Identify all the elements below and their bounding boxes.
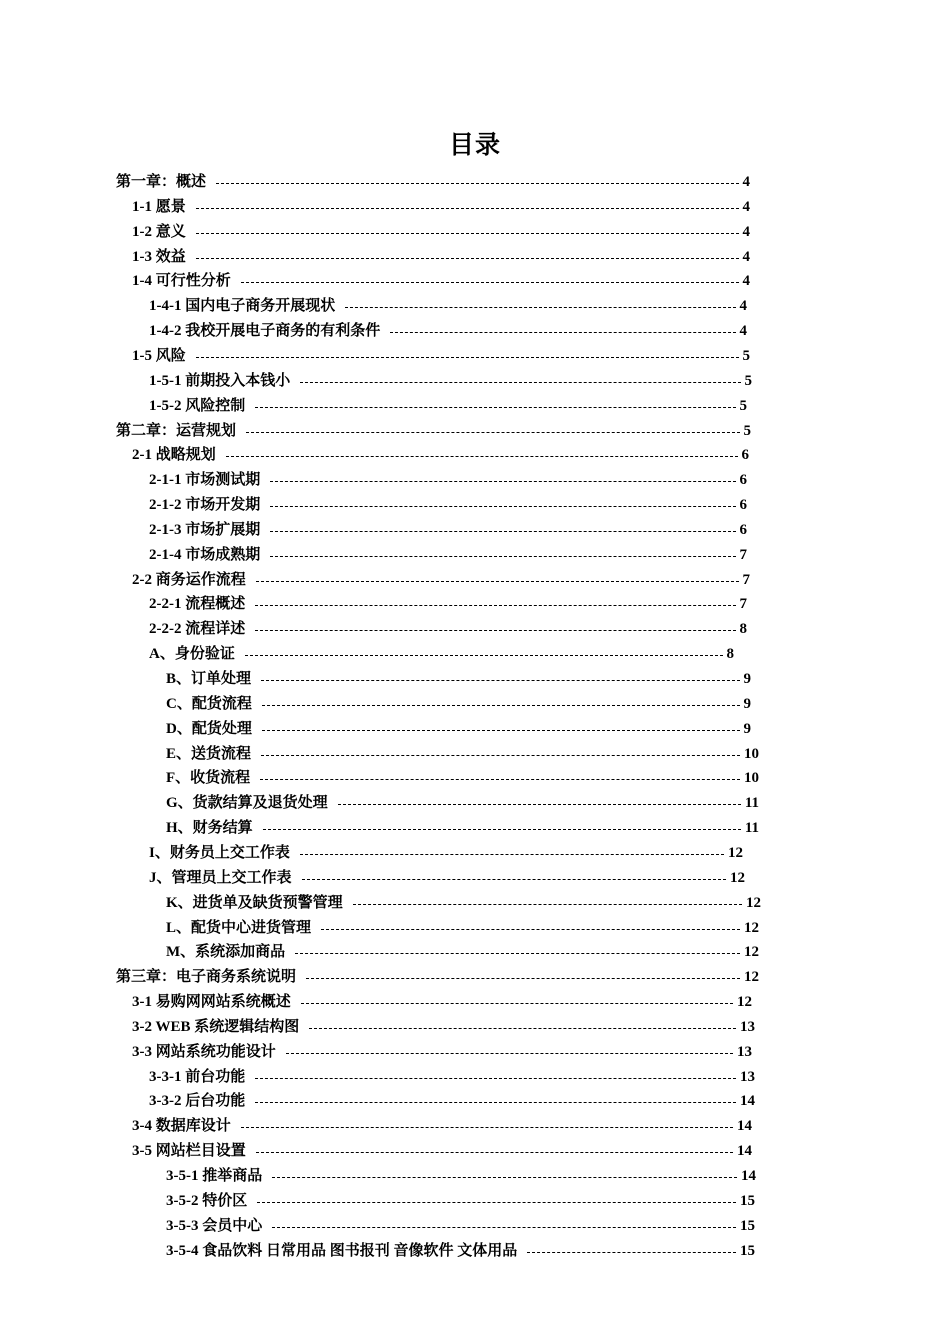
toc-page-number: 14 [737, 1118, 752, 1135]
toc-leader-dashes [260, 778, 740, 780]
toc-entry-label: 1-4 可行性分析 [132, 273, 231, 290]
toc-entry-label: 2-1 战略规划 [132, 447, 216, 464]
toc-page-number: 7 [739, 596, 747, 613]
toc-page-number: 12 [744, 944, 759, 961]
toc-entry-label: 2-1-1 市场测试期 [149, 472, 261, 489]
toc-entry[interactable] [166, 692, 751, 716]
toc-entry[interactable] [149, 294, 747, 318]
toc-entry[interactable] [149, 841, 743, 865]
toc-leader-dashes [301, 1002, 733, 1004]
toc-page-number: 10 [744, 745, 759, 762]
toc-entry[interactable] [149, 394, 747, 418]
toc-entry-label: 3-5-3 会员中心 [166, 1217, 263, 1234]
toc-page-number: 5 [743, 422, 751, 439]
toc-entry[interactable] [149, 1065, 755, 1089]
toc-page-number: 8 [726, 646, 734, 663]
toc-entry-label: 第一章：概述 [116, 174, 207, 190]
toc-page-number: 14 [741, 1168, 756, 1184]
toc-page-number: 4 [742, 198, 750, 215]
toc-entry-label: 3-5 网站栏目设置 [132, 1143, 246, 1160]
toc-entry-label: 1-5-1 前期投入本钱小 [149, 372, 291, 389]
toc-entry-label: 2-1-2 市场开发期 [149, 497, 261, 514]
toc-entry-label: 1-5-2 风险控制 [149, 397, 246, 414]
toc-entry[interactable] [132, 990, 752, 1014]
toc-entry[interactable] [166, 891, 761, 915]
toc-title: 目录 [448, 132, 501, 159]
toc-leader-dashes [390, 331, 735, 333]
toc-leader-dashes [527, 1251, 736, 1253]
toc-entry[interactable] [166, 1214, 755, 1238]
toc-entry-label: 3-5-2 特价区 [166, 1192, 248, 1209]
toc-entry-label: 1-4-2 我校开展电子商务的有利条件 [149, 323, 381, 340]
toc-entry[interactable] [166, 916, 759, 940]
toc-entry-label: 2-2-2 流程详述 [149, 621, 246, 638]
toc-leader-dashes [245, 654, 723, 656]
toc-entry[interactable] [132, 195, 750, 219]
toc-entry[interactable] [132, 1040, 752, 1064]
toc-leader-dashes [241, 281, 739, 283]
toc-entry[interactable] [132, 344, 750, 368]
toc-entry-label: 1-2 意义 [132, 223, 186, 240]
toc-leader-dashes [262, 729, 740, 731]
toc-page-number: 13 [737, 1043, 752, 1060]
toc-page-number: 6 [739, 497, 747, 514]
toc-leader-dashes [256, 580, 739, 582]
toc-entry[interactable] [166, 816, 759, 840]
toc-entry[interactable] [166, 1189, 755, 1213]
toc-entry-label: 2-1-4 市场成熟期 [149, 546, 261, 563]
toc-entry[interactable] [116, 419, 751, 443]
toc-entry-label: 3-3-1 前台功能 [149, 1068, 246, 1085]
toc-entry[interactable] [132, 220, 750, 244]
toc-page-number: 4 [739, 298, 747, 315]
toc-entry-label: 第三章：电子商务系统说明 [116, 969, 297, 986]
toc-entry-label: K、进货单及缺货预警管理 [166, 894, 343, 911]
toc-entry[interactable] [149, 369, 752, 393]
toc-entry-label: 1-5 风险 [132, 347, 186, 364]
toc-entry[interactable] [132, 443, 749, 467]
toc-page-number: 15 [740, 1242, 755, 1259]
toc-entry[interactable] [166, 766, 759, 790]
toc-entry-label: 1-1 愿景 [132, 198, 186, 215]
toc-entry[interactable] [166, 1239, 755, 1263]
toc-leader-dashes [300, 381, 740, 383]
toc-entry-label: M、系统添加商品 [166, 944, 286, 961]
toc-entry-label: E、送货流程 [166, 745, 252, 762]
toc-entry[interactable] [149, 493, 747, 517]
toc-entry[interactable] [166, 940, 759, 964]
toc-page-number: 4 [742, 174, 750, 190]
toc-page-number: 7 [742, 571, 750, 588]
toc-entry[interactable] [132, 568, 750, 592]
toc-page-number: 12 [744, 919, 759, 936]
toc-page-number: 15 [740, 1217, 755, 1234]
toc-entry-label: I、财务员上交工作表 [149, 844, 290, 861]
toc-entry[interactable] [132, 1114, 752, 1138]
toc-leader-dashes [261, 754, 740, 756]
toc-leader-dashes [255, 1077, 736, 1079]
toc-page-number: 15 [740, 1192, 755, 1209]
toc-entry[interactable] [166, 667, 751, 691]
toc-page-number: 14 [740, 1093, 755, 1110]
toc-leader-dashes [246, 431, 739, 433]
toc-page-number: 10 [744, 770, 759, 787]
toc-entry-label: A、身份验证 [149, 646, 235, 663]
toc-entry-label: F、收货流程 [166, 770, 251, 787]
toc-entry[interactable] [166, 791, 759, 815]
toc-entry-label: 1-3 效益 [132, 248, 186, 265]
toc-page-number: 12 [730, 869, 745, 886]
toc-entry[interactable] [149, 1089, 755, 1113]
toc-entry-label: 3-3-2 后台功能 [149, 1093, 246, 1110]
toc-leader-dashes [309, 1027, 736, 1029]
toc-page-number: 9 [743, 720, 751, 737]
toc-entry[interactable] [132, 1015, 755, 1039]
toc-page-number: 9 [743, 671, 751, 687]
toc-leader-dashes [286, 1052, 733, 1054]
toc-leader-dashes [196, 257, 739, 259]
toc-page-number: 6 [739, 521, 747, 538]
toc-leader-dashes [256, 1151, 733, 1153]
toc-entry-label: 3-2 WEB 系统逻辑结构图 [132, 1018, 300, 1035]
toc-entry-label: 3-5-1 推举商品 [166, 1168, 263, 1184]
toc-entry-label: 1-4-1 国内电子商务开展现状 [149, 298, 336, 315]
toc-entry[interactable] [149, 319, 747, 343]
toc-entry-label: G、货款结算及退货处理 [166, 795, 328, 812]
toc-entry-label: 2-2-1 流程概述 [149, 596, 246, 613]
toc-entry[interactable] [116, 965, 759, 989]
toc-page-number: 11 [744, 820, 759, 837]
toc-entry[interactable] [166, 1164, 756, 1188]
toc-entry-label: C、配货流程 [166, 695, 252, 712]
toc-leader-dashes [255, 1101, 736, 1103]
toc-entry[interactable] [132, 245, 750, 269]
toc-leader-dashes [270, 480, 735, 482]
toc-entry-label: 3-1 易购网网站系统概述 [132, 994, 291, 1011]
toc-entry-label: H、财务结算 [166, 820, 253, 837]
toc-entry-label: 第二章：运营规划 [116, 422, 237, 439]
toc-page-number: 13 [740, 1068, 755, 1085]
toc-entry[interactable] [132, 269, 750, 293]
toc-page-number: 12 [737, 994, 752, 1011]
toc-entry-label: D、配货处理 [166, 720, 252, 737]
toc-leader-dashes [270, 555, 735, 557]
toc-page-number: 9 [743, 695, 751, 712]
toc-entry-label: 2-2 商务运作流程 [132, 571, 246, 588]
toc-entry[interactable] [149, 866, 745, 890]
toc-page-number: 5 [742, 347, 750, 364]
toc-leader-dashes [306, 977, 740, 979]
toc-entry-label: B、订单处理 [166, 671, 252, 687]
toc-leader-dashes [353, 903, 742, 905]
toc-leader-dashes [272, 1226, 736, 1228]
toc-entry-label: J、管理员上交工作表 [149, 869, 292, 886]
toc-page-number: 4 [742, 273, 750, 290]
toc-entry-label: 2-1-3 市场扩展期 [149, 521, 261, 538]
toc-entry-label: 3-3 网站系统功能设计 [132, 1043, 276, 1060]
toc-page-number: 4 [739, 323, 747, 340]
toc-entry[interactable] [149, 468, 747, 492]
toc-leader-dashes [338, 803, 741, 805]
toc-leader-dashes [196, 356, 739, 358]
toc-page-number: 12 [728, 844, 743, 861]
toc-leader-dashes [270, 505, 735, 507]
toc-page-number: 4 [742, 248, 750, 265]
toc-entry[interactable] [149, 592, 747, 616]
toc-leader-dashes [300, 853, 724, 855]
toc-page-number: 8 [739, 621, 747, 638]
toc-entry-label: 3-5-4 食品饮料 日常用品 图书报刊 音像软件 文体用品 [166, 1242, 518, 1259]
toc-entry[interactable] [132, 1139, 752, 1163]
toc-page-number: 12 [746, 894, 761, 911]
toc-leader-dashes [216, 182, 738, 184]
toc-entry[interactable] [149, 642, 734, 666]
toc-leader-dashes [345, 306, 735, 308]
toc-page-number: 5 [744, 372, 752, 389]
toc-leader-dashes [241, 1126, 733, 1128]
toc-entry[interactable] [149, 543, 747, 567]
toc-leader-dashes [196, 207, 739, 209]
toc-leader-dashes [257, 1201, 736, 1203]
toc-leader-dashes [295, 952, 740, 954]
toc-leader-dashes [263, 828, 741, 830]
toc-page-number: 12 [744, 969, 759, 986]
toc-leader-dashes [270, 530, 735, 532]
toc-page-number: 7 [739, 546, 747, 563]
toc-leader-dashes [262, 704, 740, 706]
toc-leader-dashes [302, 878, 726, 880]
toc-leader-dashes [196, 232, 739, 234]
toc-entry-label: L、配货中心进货管理 [166, 919, 312, 936]
toc-leader-dashes [272, 1176, 737, 1178]
toc-entry[interactable] [116, 170, 750, 194]
toc-leader-dashes [255, 629, 735, 631]
toc-leader-dashes [226, 455, 738, 457]
toc-page-number: 14 [737, 1143, 752, 1160]
toc-page-number: 13 [740, 1018, 755, 1035]
toc-leader-dashes [255, 604, 735, 606]
toc-leader-dashes [255, 406, 735, 408]
toc-page-number: 5 [739, 397, 747, 414]
toc-entry[interactable] [166, 742, 759, 766]
toc-entry[interactable] [149, 617, 747, 641]
toc-leader-dashes [321, 928, 740, 930]
toc-page-number: 6 [741, 447, 749, 464]
toc-page-number: 4 [742, 223, 750, 240]
toc-page-number: 11 [744, 795, 759, 812]
toc-page-number: 6 [739, 472, 747, 489]
toc-entry-label: 3-4 数据库设计 [132, 1118, 231, 1135]
toc-entry[interactable] [149, 518, 747, 542]
toc-entry[interactable] [166, 717, 751, 741]
toc-leader-dashes [261, 679, 739, 681]
